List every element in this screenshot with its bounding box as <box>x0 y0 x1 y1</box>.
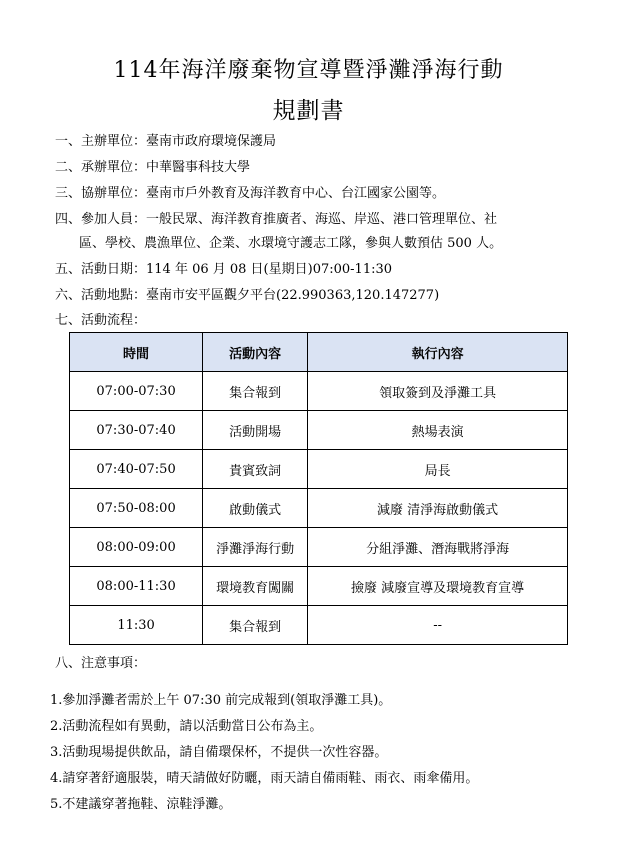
table-header-row <box>70 333 568 372</box>
note-item: 5.不建議穿著拖鞋、涼鞋淨灘。 <box>50 797 232 812</box>
organizer-line: 一、主辦單位：臺南市政府環境保護局 <box>55 134 277 149</box>
flow-heading: 七、活動流程： <box>55 313 147 328</box>
cell-time: 07:00-07:30 <box>70 372 203 411</box>
co-organizer-line: 三、協辦單位：臺南市戶外教育及海洋教育中心、台江國家公園等。 <box>55 186 446 201</box>
cell-activity: 啟動儀式 <box>203 489 308 528</box>
cell-time: 07:50-08:00 <box>70 489 203 528</box>
schedule-table <box>69 332 568 645</box>
cell-time: 07:40-07:50 <box>70 450 203 489</box>
cell-activity: 環境教育闖關 <box>203 567 308 606</box>
notes-heading: 八、注意事項： <box>55 656 147 671</box>
location-line: 六、活動地點：臺南市安平區觀夕平台(22.990363,120.147277) <box>55 288 440 303</box>
cell-time: 11:30 <box>70 606 203 645</box>
table-row <box>70 528 568 567</box>
table-row <box>70 411 568 450</box>
table-row <box>70 606 568 645</box>
cell-details: 熱場表演 <box>308 411 568 450</box>
document-subtitle: 規劃書 <box>272 98 345 124</box>
cell-time: 08:00-11:30 <box>70 567 203 606</box>
table-row <box>70 489 568 528</box>
document-title: 114年海洋廢棄物宣導暨淨灘淨海行動 <box>113 58 504 83</box>
cell-activity: 集合報到 <box>203 606 308 645</box>
cell-details: 撿廢 減廢宣導及環境教育宣導 <box>308 567 568 606</box>
cell-activity: 淨灘淨海行動 <box>203 528 308 567</box>
cell-time: 07:30-07:40 <box>70 411 203 450</box>
note-item: 2.活動流程如有異動，請以活動當日公布為主。 <box>50 719 323 734</box>
executor-line: 二、承辦單位：中華醫事科技大學 <box>55 160 251 175</box>
note-item: 1.參加淨灘者需於上午 07:30 前完成報到(領取淨灘工具)。 <box>50 693 392 708</box>
note-item: 3.活動現場提供飲品，請自備環保杯，不提供一次性容器。 <box>50 745 388 760</box>
note-item: 4.請穿著舒適服裝，晴天請做好防曬，雨天請自備雨鞋、雨衣、雨傘備用。 <box>50 771 479 786</box>
table-row <box>70 372 568 411</box>
cell-details: -- <box>308 606 568 645</box>
header-details: 執行內容 <box>308 333 568 372</box>
cell-time: 08:00-09:00 <box>70 528 203 567</box>
participants-line-1: 四、參加人員：一般民眾、海洋教育推廣者、海巡、岸巡、港口管理單位、社 <box>55 212 498 227</box>
table-row <box>70 450 568 489</box>
cell-details: 分組淨灘、潛海戰將淨海 <box>308 528 568 567</box>
cell-activity: 集合報到 <box>203 372 308 411</box>
header-activity: 活動內容 <box>203 333 308 372</box>
participants-line-2: 區、學校、農漁單位、企業、水環境守護志工隊，參與人數預估 500 人。 <box>79 236 503 251</box>
table-row <box>70 567 568 606</box>
cell-activity: 活動開場 <box>203 411 308 450</box>
cell-activity: 貴賓致詞 <box>203 450 308 489</box>
cell-details: 局長 <box>308 450 568 489</box>
cell-details: 減廢 清淨海啟動儀式 <box>308 489 568 528</box>
date-line: 五、活動日期：114 年 06 月 08 日(星期日)07:00-11:30 <box>55 262 393 277</box>
cell-details: 領取簽到及淨灘工具 <box>308 372 568 411</box>
header-time: 時間 <box>70 333 203 372</box>
